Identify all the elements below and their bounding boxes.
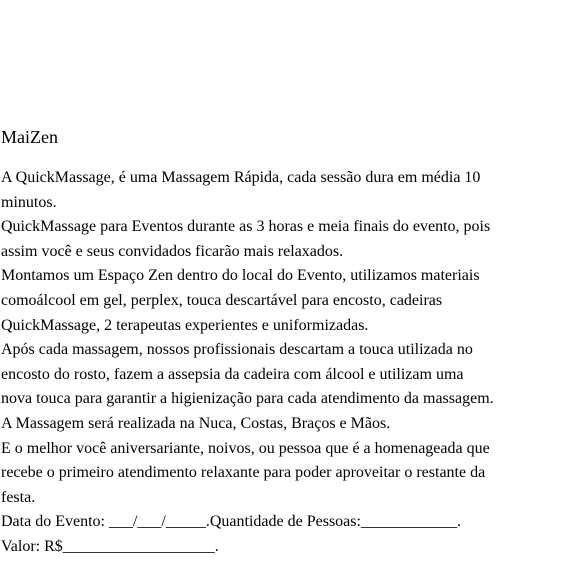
text-line-13: recebe o primeiro atendimento relaxante para poder aproveitar o restante da [1,464,486,482]
text-line-7: QuickMassage, 2 terapeutas experientes e uniformizadas. [1,316,369,334]
text-line-5: Montamos um Espaço Zen dentro do local do Evento, utilizamos materiais [1,267,480,285]
text-line-4: assim você e seus convidados ficarão mais relaxados. [1,242,344,260]
text-line-9: encosto do rosto, fazem a assepsia da cadeira com álcool e utilizam uma [1,365,464,383]
text-line-3: QuickMassage para Eventos durante as 3 horas e meia finais do evento, pois [1,218,491,236]
document-title: MaiZen [1,127,58,147]
text-line-11: A Massagem será realizada na Nuca, Costas, Braços e Mãos. [1,414,391,432]
document-body [1,166,576,560]
text-line-14: festa. [1,488,36,506]
price-line: Valor: R$___________________. [1,537,219,555]
text-line-12: E o melhor você aniversariante, noivos, ou pessoa que é a homenageada que [1,439,490,457]
text-line-1: A QuickMassage, é uma Massagem Rápida, cada sessão dura em média 10 [1,169,481,186]
text-line-8: Após cada massagem, nossos profissionais descartam a touca utilizada no [1,341,473,359]
text-line-10: nova touca para garantir a higienização para cada atendimento da massagem. [1,390,494,408]
event-date-quantity-line: Data do Evento: ___/___/_____.Quantidade de Pessoas:____________. [1,513,461,531]
text-line-6: comoálcool em gel, perplex, touca descartável para encosto, cadeiras [1,291,443,309]
text-line-2: minutos. [1,193,57,211]
